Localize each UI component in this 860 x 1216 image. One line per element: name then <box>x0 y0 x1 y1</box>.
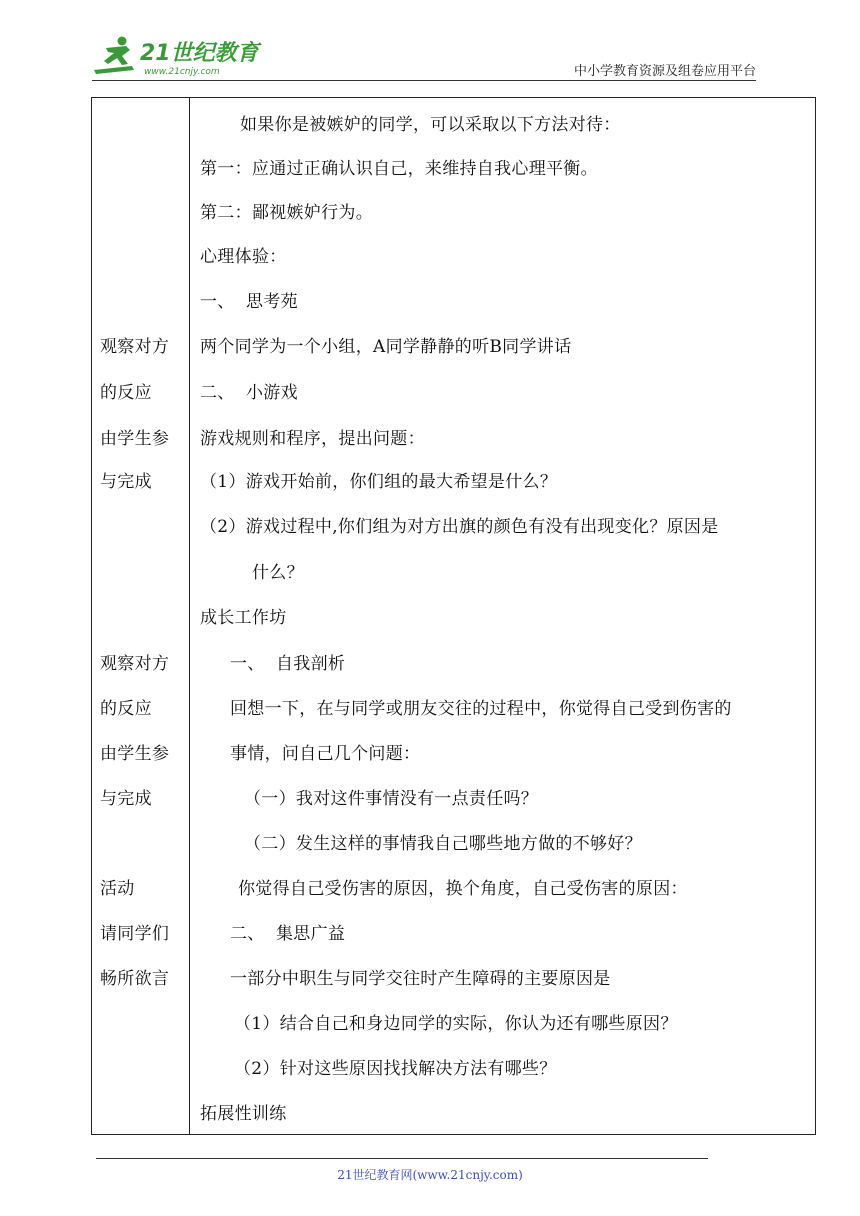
question-line: 什么？ <box>252 563 304 583</box>
page-header <box>0 0 860 90</box>
left-line: 观察对方 <box>100 654 170 674</box>
logo-url: www.21cnjy.com <box>144 67 220 77</box>
question-line: （2）游戏过程中,你们组为对方出旗的颜色有没有出现变化？原因是 <box>200 517 719 537</box>
question-line: （一）我对这件事情没有一点责任吗？ <box>244 789 539 809</box>
header-divider <box>92 80 756 81</box>
section-heading: 心理体验： <box>200 247 287 267</box>
logo-text: 21世纪教育 <box>140 41 259 66</box>
paragraph-line: 两个同学为一个小组，A同学静静的听B同学讲话 <box>200 337 572 357</box>
question-line: （2）针对这些原因找找解决方法有哪些？ <box>234 1059 557 1079</box>
left-line: 活动 <box>100 879 135 899</box>
paragraph-line: 回想一下，在与同学或朋友交往的过程中，你觉得自己受到伤害的 <box>230 699 732 719</box>
left-line: 由学生参 <box>100 744 170 764</box>
paragraph-line: 第二：鄙视嫉妒行为。 <box>200 203 373 223</box>
left-line: 由学生参 <box>100 429 170 449</box>
logo <box>92 34 262 80</box>
footer-divider <box>96 1158 708 1159</box>
paragraph-line: 一部分中职生与同学交往时产生障碍的主要原因是 <box>230 969 611 989</box>
left-line: 与完成 <box>100 472 152 492</box>
left-line: 的反应 <box>100 699 152 719</box>
subsection-heading: 一、 自我剖析 <box>230 654 346 674</box>
question-line: （1）游戏开始前，你们组的最大希望是什么？ <box>200 472 558 492</box>
content-table <box>91 97 816 1135</box>
paragraph-line: 事情，问自己几个问题： <box>230 744 421 764</box>
question-line: （二）发生这样的事情我自己哪些地方做的不够好？ <box>244 834 642 854</box>
left-line: 请同学们 <box>100 924 170 944</box>
left-line: 观察对方 <box>100 337 170 357</box>
platform-label: 中小学教育资源及组卷应用平台 <box>573 64 756 79</box>
left-line: 畅所欲言 <box>100 969 170 989</box>
left-line: 的反应 <box>100 383 152 403</box>
question-line: （1）结合自己和身边同学的实际，你认为还有哪些原因？ <box>234 1014 678 1034</box>
paragraph-line: 如果你是被嫉妒的同学，可以采取以下方法对待： <box>240 115 621 135</box>
column-divider <box>189 98 190 1134</box>
subsection-heading: 一、 思考苑 <box>200 292 298 312</box>
paragraph-line: 游戏规则和程序，提出问题： <box>200 429 425 449</box>
section-heading: 成长工作坊 <box>200 608 287 628</box>
paragraph-line: 你觉得自己受伤害的原因，换个角度，自己受伤害的原因： <box>238 879 688 899</box>
left-line: 与完成 <box>100 789 152 809</box>
paragraph-line: 第一：应通过正确认识自己，来维持自我心理平衡。 <box>200 159 598 179</box>
section-heading: 拓展性训练 <box>200 1104 287 1124</box>
footer-text: 21世纪教育网(www.21cnjy.com) <box>337 1168 523 1182</box>
subsection-heading: 二、 小游戏 <box>200 383 298 403</box>
subsection-heading: 二、 集思广益 <box>230 924 346 944</box>
